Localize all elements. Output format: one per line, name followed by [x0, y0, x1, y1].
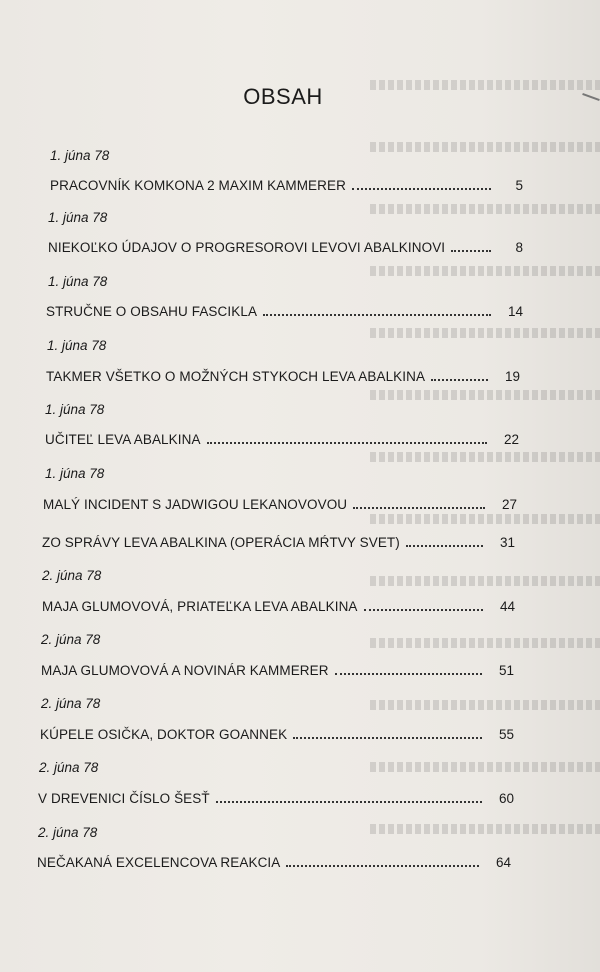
entry-date: 1. júna 78 — [45, 466, 105, 481]
entry-date: 2. júna 78 — [39, 760, 99, 775]
toc-entry — [37, 855, 511, 870]
entry-title: MAJA GLUMOVOVÁ, PRIATEĽKA LEVA ABALKINA — [42, 599, 358, 614]
entry-page-number: 8 — [515, 240, 523, 255]
entry-date: 1. júna 78 — [50, 148, 110, 163]
entry-page-number: 60 — [498, 791, 514, 806]
entry-title: TAKMER VŠETKO O MOŽNÝCH STYKOCH LEVA ABALKINA — [46, 369, 426, 384]
dot-leader — [216, 801, 482, 803]
entry-page-number: 31 — [499, 535, 515, 550]
toc-entry — [43, 497, 517, 512]
entry-date: 2. júna 78 — [41, 696, 101, 711]
entry-title: STRUČNE O OBSAHU FASCIKLA — [46, 304, 258, 319]
toc-entry — [46, 304, 523, 319]
dot-leader — [293, 737, 482, 739]
entry-page-number: 5 — [515, 178, 523, 193]
dot-leader — [364, 609, 483, 611]
entry-title: MAJA GLUMOVOVÁ A NOVINÁR KAMMERER — [41, 663, 329, 678]
dot-leader — [263, 314, 491, 316]
toc-entry — [50, 178, 523, 193]
toc-entry — [42, 599, 515, 614]
entry-page-number: 22 — [503, 432, 519, 447]
entry-date: 2. júna 78 — [42, 568, 102, 583]
toc-entry — [48, 240, 523, 255]
entry-date: 1. júna 78 — [48, 210, 108, 225]
dot-leader — [431, 379, 488, 381]
entry-date: 1. júna 78 — [48, 274, 108, 289]
toc-entry — [41, 663, 514, 678]
entry-date: 1. júna 78 — [47, 338, 107, 353]
dot-leader — [286, 865, 479, 867]
entry-title: V DREVENICI ČÍSLO ŠESŤ — [38, 791, 210, 806]
entry-page-number: 64 — [495, 855, 511, 870]
entry-title: PRACOVNÍK KOMKONA 2 MAXIM KAMMERER — [50, 178, 346, 193]
toc-entry — [46, 369, 520, 384]
entry-page-number: 19 — [504, 369, 520, 384]
entry-title: NIEKOĽKO ÚDAJOV O PROGRESOROVI LEVOVI ABALKINOVI — [48, 240, 446, 255]
page-title: OBSAH — [243, 84, 323, 109]
entry-page-number: 44 — [499, 599, 515, 614]
entry-page-number: 14 — [507, 304, 523, 319]
dot-leader — [406, 545, 483, 547]
dot-leader — [335, 673, 482, 675]
entry-date: 2. júna 78 — [41, 632, 101, 647]
dot-leader — [353, 507, 485, 509]
entry-title: NEČAKANÁ EXCELENCOVA REAKCIA — [37, 855, 281, 870]
entry-page-number: 27 — [501, 497, 517, 512]
entry-date: 2. júna 78 — [38, 825, 98, 840]
entry-page-number: 55 — [498, 727, 514, 742]
toc-entry — [38, 791, 514, 806]
toc-entry — [40, 727, 514, 742]
entry-title: KÚPELE OSIČKA, DOKTOR GOANNEK — [40, 727, 288, 742]
dot-leader — [451, 250, 491, 252]
toc-entry — [45, 432, 519, 447]
dot-leader — [352, 188, 491, 190]
entry-title: ZO SPRÁVY LEVA ABALKINA (OPERÁCIA MŔTVY SVET) — [42, 535, 400, 550]
entry-date: 1. júna 78 — [45, 402, 105, 417]
entry-title: UČITEĽ LEVA ABALKINA — [45, 432, 201, 447]
entry-title: MALÝ INCIDENT S JADWIGOU LEKANOVOVOU — [43, 497, 348, 512]
dot-leader — [207, 442, 487, 444]
toc-entry — [42, 535, 515, 550]
entry-page-number: 51 — [498, 663, 514, 678]
